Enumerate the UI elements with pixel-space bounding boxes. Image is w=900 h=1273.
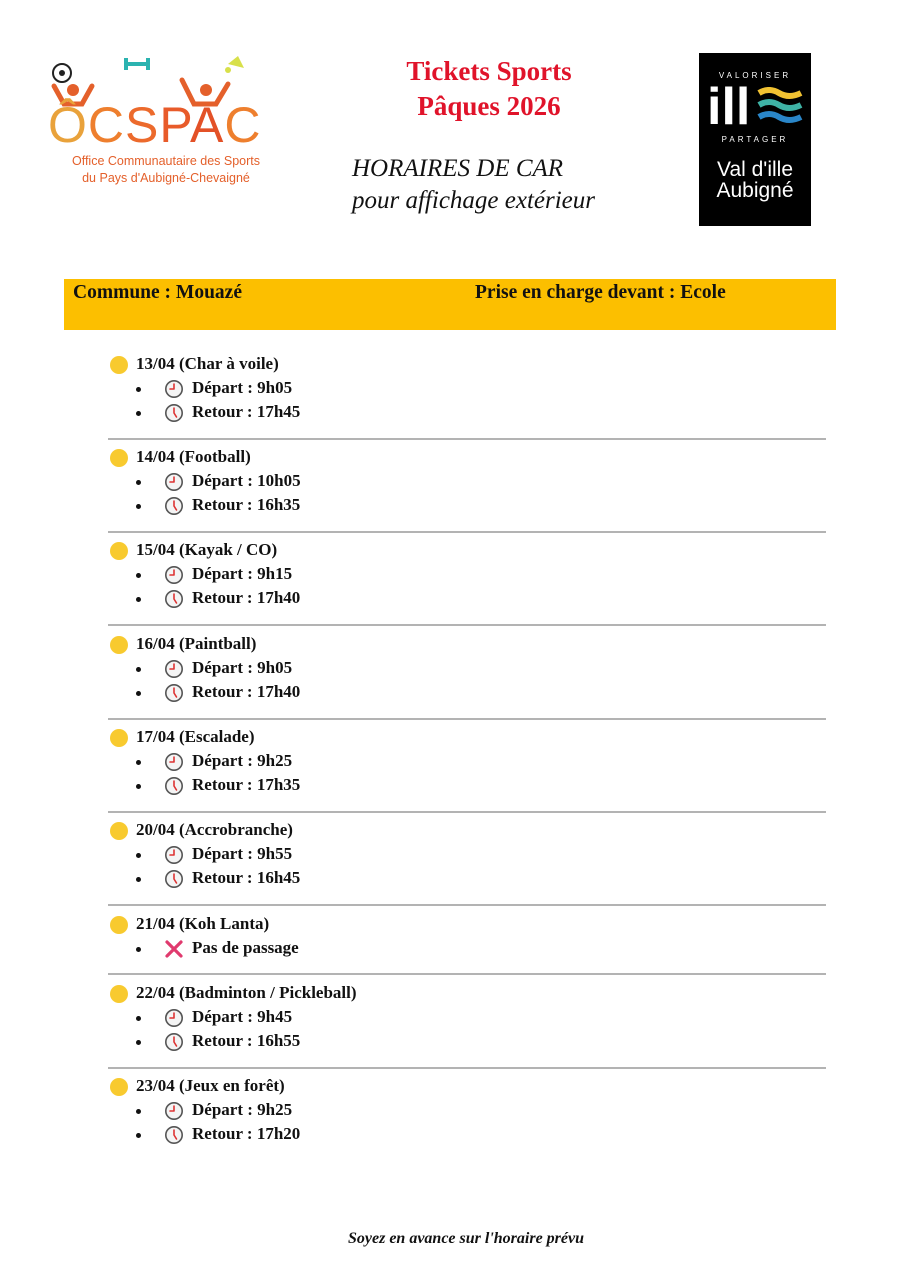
return-time: Retour : 16h35	[192, 495, 301, 514]
departure-time: Départ : 10h05	[192, 471, 301, 490]
return-time: Retour : 17h40	[192, 682, 301, 701]
clock-icon	[164, 1101, 184, 1121]
day-label: 16/04 (Paintball)	[136, 634, 257, 653]
page-subtitle	[352, 153, 595, 217]
no-service-text: Pas de passage	[192, 938, 299, 957]
bullet-icon	[136, 947, 141, 952]
bullet-icon	[136, 784, 141, 789]
day-label: 21/04 (Koh Lanta)	[136, 914, 270, 933]
title-line1: Tickets Sports	[406, 56, 572, 86]
divider	[108, 718, 826, 720]
yellow-dot-icon	[110, 822, 128, 840]
departure-time: Départ : 9h55	[192, 844, 293, 863]
bullet-icon	[136, 573, 141, 578]
day-label: 20/04 (Accrobranche)	[136, 820, 293, 839]
wave-stripes-icon	[757, 87, 803, 133]
yellow-dot-icon	[110, 916, 128, 934]
clock-icon	[164, 683, 184, 703]
divider	[108, 904, 826, 906]
bullet-icon	[136, 667, 141, 672]
bullet-icon	[136, 411, 141, 416]
departure-time: Départ : 9h15	[192, 564, 293, 583]
bullet-icon	[136, 480, 141, 485]
return-time: Retour : 17h20	[192, 1124, 301, 1143]
commune-band	[64, 279, 836, 330]
bullet-icon	[136, 853, 141, 858]
clock-icon	[164, 379, 184, 399]
return-time: Retour : 16h55	[192, 1031, 301, 1050]
logo-brand-line2: Aubigné	[716, 179, 794, 202]
bullet-icon	[136, 597, 141, 602]
clock-icon	[164, 565, 184, 585]
departure-time: Départ : 9h05	[192, 378, 293, 397]
clock-icon	[164, 845, 184, 865]
footer-note: Soyez en avance sur l'horaire prévu	[348, 1230, 584, 1247]
ocspac-brand: ÔCSPAC	[48, 97, 262, 153]
departure-time: Départ : 9h05	[192, 658, 293, 677]
subtitle-line1: HORAIRES DE CAR	[352, 155, 564, 182]
clock-icon	[164, 496, 184, 516]
subtitle-line2: pour affichage extérieur	[352, 187, 595, 214]
bullet-icon	[136, 691, 141, 696]
yellow-dot-icon	[110, 729, 128, 747]
departure-time: Départ : 9h45	[192, 1007, 293, 1026]
clock-icon	[164, 403, 184, 423]
divider	[108, 973, 826, 975]
departure-time: Départ : 9h25	[192, 1100, 293, 1119]
return-time: Retour : 17h40	[192, 588, 301, 607]
divider	[108, 531, 826, 533]
yellow-dot-icon	[110, 636, 128, 654]
yellow-dot-icon	[110, 542, 128, 560]
commune-label: Commune : Mouazé	[73, 282, 242, 303]
ocspac-sub-line1: Office Communautaire des Sports	[71, 154, 261, 168]
day-label: 14/04 (Football)	[136, 447, 251, 466]
divider	[108, 811, 826, 813]
bullet-icon	[136, 877, 141, 882]
clock-icon	[164, 869, 184, 889]
clock-icon	[164, 589, 184, 609]
ocspac-subtitle	[46, 153, 286, 187]
logo-brand-line1: Val d'ille	[717, 158, 793, 181]
divider	[108, 438, 826, 440]
bullet-icon	[136, 387, 141, 392]
clock-icon	[164, 659, 184, 679]
ocspac-sub-line2: du Pays d'Aubigné-Chevaigné	[82, 171, 250, 185]
bullet-icon	[136, 1133, 141, 1138]
clock-icon	[164, 1125, 184, 1145]
day-label: 22/04 (Badminton / Pickleball)	[136, 983, 357, 1002]
page-title	[300, 54, 678, 124]
day-label: 23/04 (Jeux en forêt)	[136, 1076, 285, 1095]
bullet-icon	[136, 1016, 141, 1021]
yellow-dot-icon	[110, 449, 128, 467]
cross-icon	[164, 939, 184, 959]
clock-icon	[164, 776, 184, 796]
clock-icon	[164, 1008, 184, 1028]
return-time: Retour : 16h45	[192, 868, 301, 887]
bullet-icon	[136, 1109, 141, 1114]
logo-middle-text: PARTAGER	[721, 135, 789, 144]
bullet-icon	[136, 504, 141, 509]
clock-icon	[164, 1032, 184, 1052]
bullet-icon	[136, 760, 141, 765]
day-label: 13/04 (Char à voile)	[136, 354, 279, 373]
bullet-icon	[136, 1040, 141, 1045]
return-time: Retour : 17h45	[192, 402, 301, 421]
title-line2: Pâques 2026	[417, 91, 561, 121]
logo-ill-mark: ill	[707, 78, 751, 136]
yellow-dot-icon	[110, 1078, 128, 1096]
val-dille-logo	[699, 53, 811, 226]
logo-top-text: VALORISER	[718, 71, 792, 80]
day-label: 17/04 (Escalade)	[136, 727, 255, 746]
divider	[108, 1067, 826, 1069]
yellow-dot-icon	[110, 985, 128, 1003]
ocspac-logo	[40, 48, 290, 193]
yellow-dot-icon	[110, 356, 128, 374]
departure-time: Départ : 9h25	[192, 751, 293, 770]
clock-icon	[164, 472, 184, 492]
pickup-label: Prise en charge devant : Ecole	[475, 282, 726, 303]
clock-icon	[164, 752, 184, 772]
return-time: Retour : 17h35	[192, 775, 301, 794]
logo-brand-text	[699, 159, 811, 201]
day-label: 15/04 (Kayak / CO)	[136, 540, 278, 559]
divider	[108, 624, 826, 626]
